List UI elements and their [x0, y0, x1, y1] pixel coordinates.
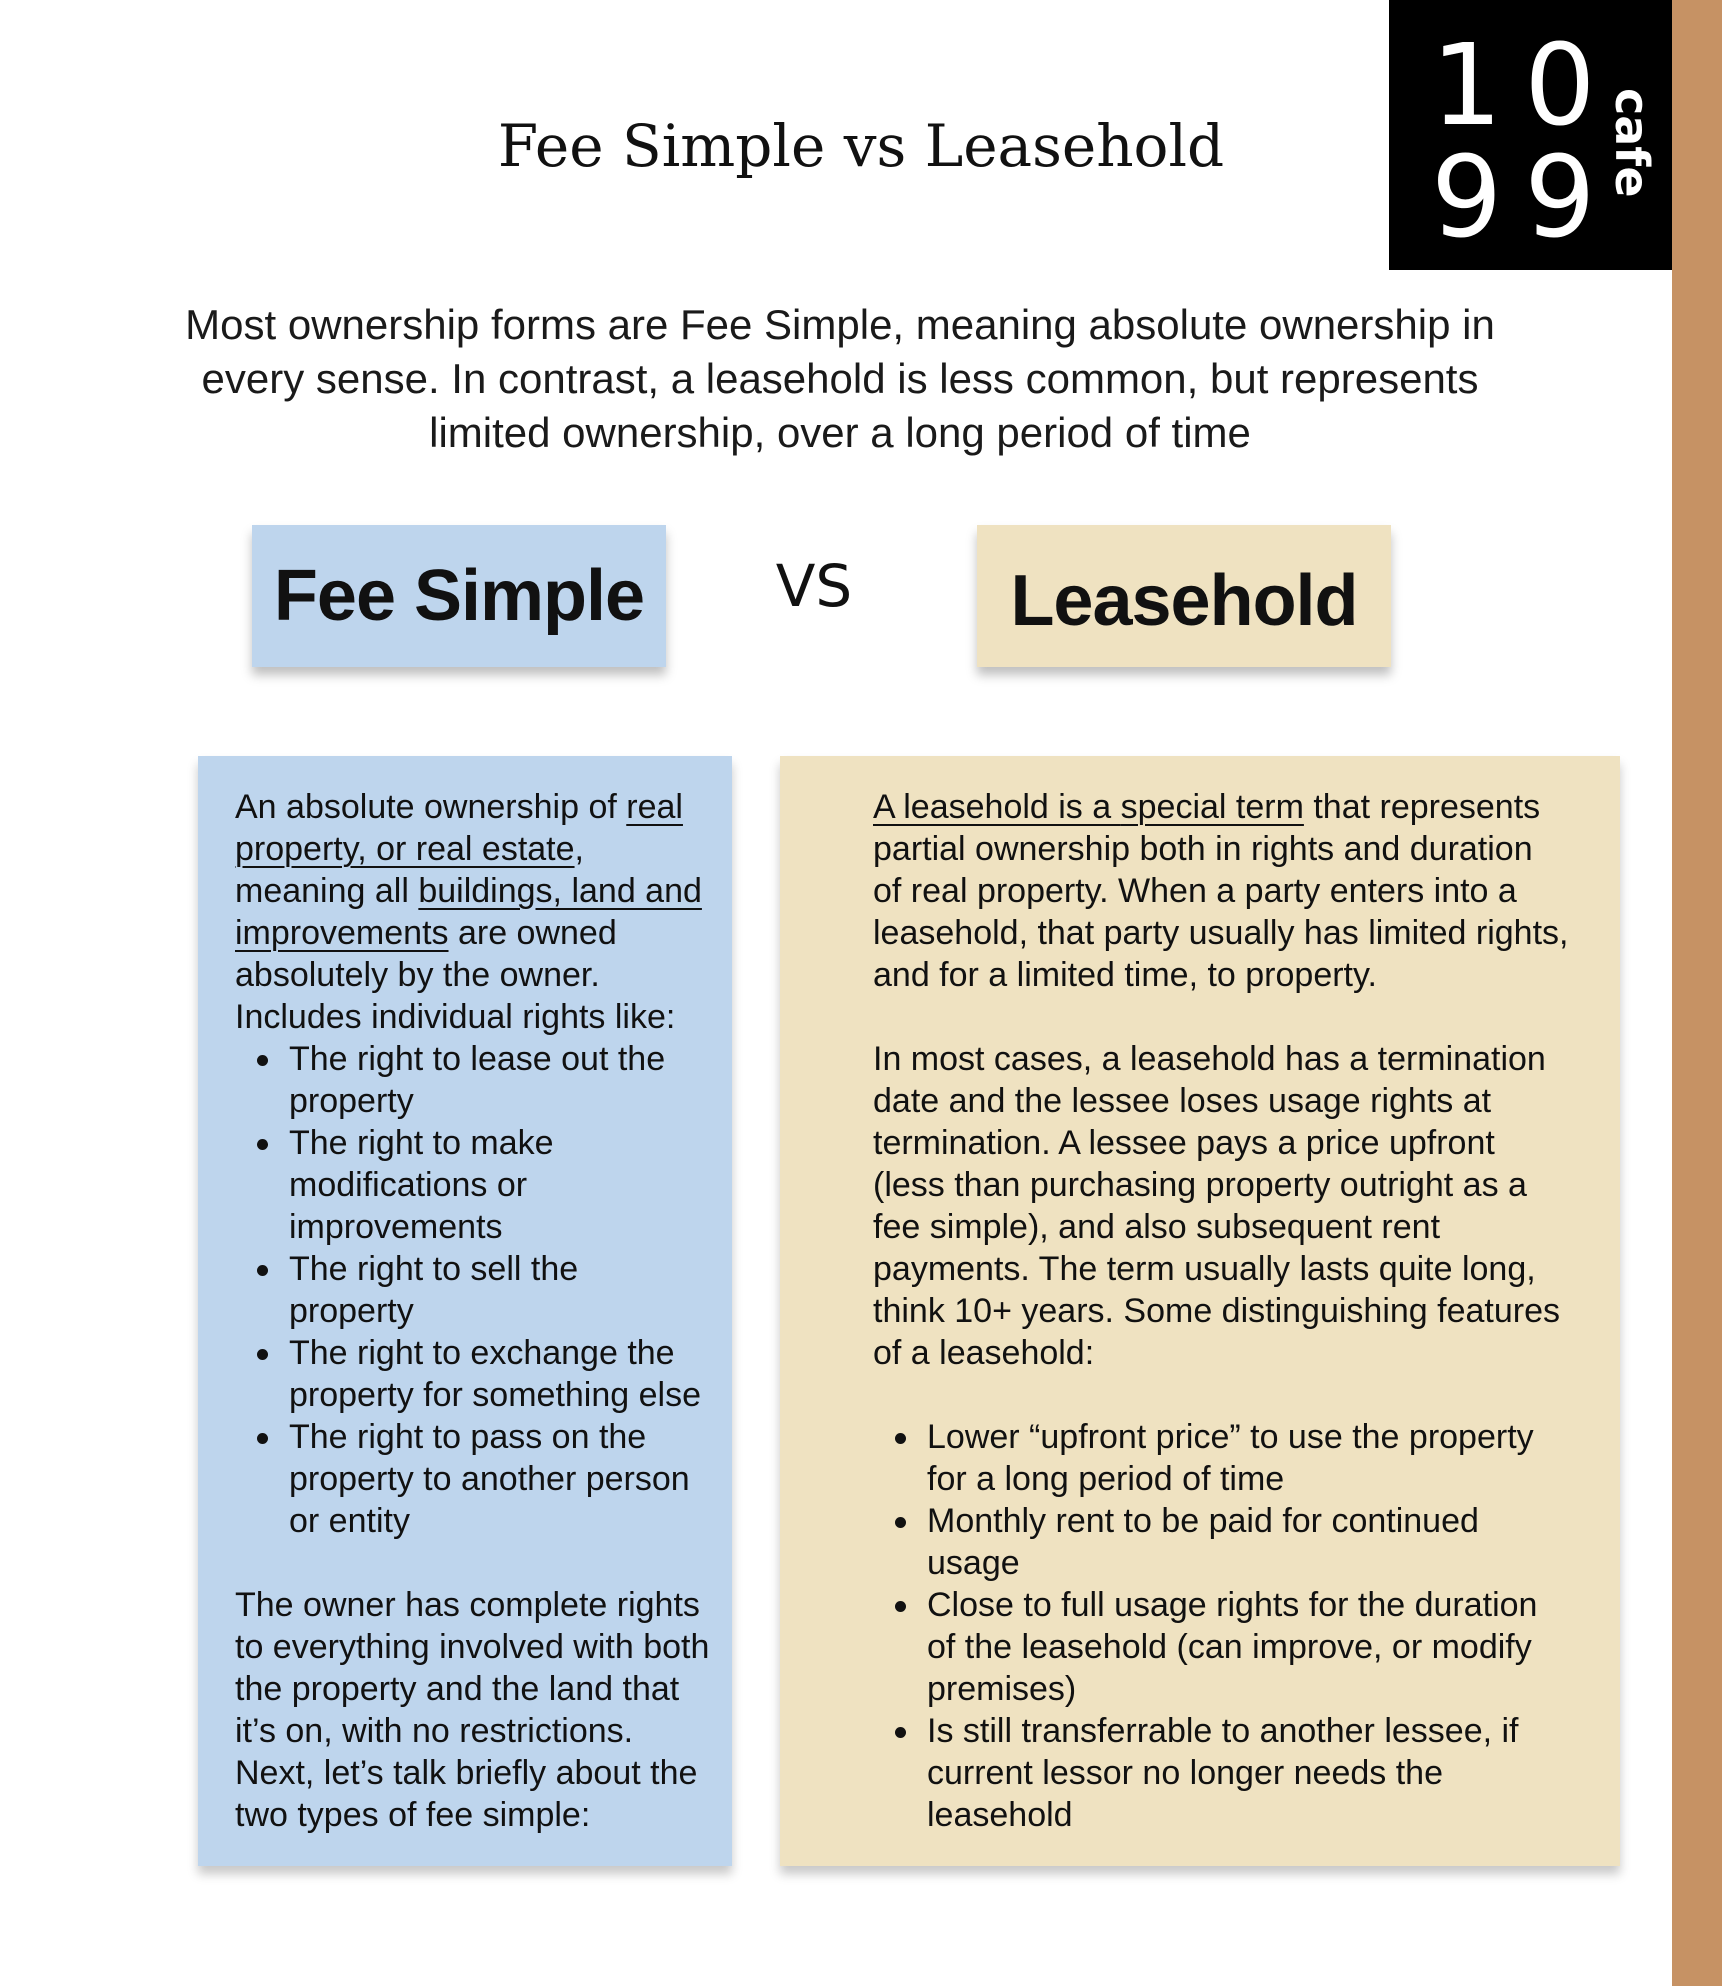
fee-intro-text-3: are owned absolutely by the owner. Includes individual rights like: — [235, 914, 676, 1036]
page-title: Fee Simple vs Leasehold — [497, 112, 1225, 180]
list-item: The right to pass on the property to another person or entity — [289, 1416, 712, 1542]
fee-simple-tag: Fee Simple — [252, 525, 666, 667]
list-item: The right to sell the property — [289, 1248, 712, 1332]
fee-simple-intro — [235, 786, 712, 1038]
leasehold-paragraph-1 — [873, 786, 1570, 996]
logo-word: cafe — [1605, 88, 1659, 198]
spacer — [235, 1542, 712, 1584]
list-item: The right to make modifications or improvements — [289, 1122, 712, 1248]
leasehold-p1-text: that represents partial ownership both in rights and duration of real property. When a party enters into a leasehold, that party usually has limited rights, and for a limited time, to property. — [873, 788, 1569, 994]
leasehold-paragraph-2: In most cases, a leasehold has a termination date and the lessee loses usage rights at termination. A lessee pays a price upfront (less than purchasing property outright as a fee simple), and also subsequent rent payments. The term usually lasts quite long, think 10+ years. Some distinguishing features of a leasehold: — [873, 1040, 1561, 1372]
list-item: The right to exchange the property for something else — [289, 1332, 712, 1416]
list-item: Monthly rent to be paid for continued usage — [927, 1500, 1570, 1584]
spacer — [873, 1374, 1570, 1416]
logo-bottom-digits: 99 — [1431, 133, 1618, 263]
fee-intro-text-2: , meaning all — [235, 830, 584, 910]
fee-simple-card — [198, 756, 732, 1866]
leasehold-tag: Leasehold — [977, 525, 1391, 667]
leasehold-card — [780, 756, 1620, 1866]
spacer — [873, 996, 1570, 1038]
side-accent-strip — [1672, 0, 1722, 1986]
list-item: Is still transferrable to another lessee, if current lessor no longer needs the leasehold — [927, 1710, 1570, 1836]
list-item: Close to full usage rights for the duration of the leasehold (can improve, or modify premises) — [927, 1584, 1570, 1710]
special-term-link[interactable]: special term — [1120, 788, 1304, 826]
list-item: Lower “upfront price” to use the property for a long period of time — [927, 1416, 1570, 1500]
fee-simple-rights-list — [235, 1038, 712, 1542]
buildings-land-link[interactable]: buildings, land and improvements — [235, 872, 702, 952]
logo-top-digits: 10 — [1431, 21, 1618, 151]
vs-label: VS — [775, 552, 853, 620]
fee-intro-text-1: An absolute ownership of — [235, 788, 627, 826]
leasehold-link[interactable]: A leasehold is a — [873, 788, 1121, 826]
real-property-link[interactable]: real property, or real estate — [235, 788, 683, 868]
intro-paragraph: Most ownership forms are Fee Simple, meaning absolute ownership in every sense. In contrast, a leasehold is less common, but represents limited ownership, over a long period of time — [185, 301, 1495, 456]
list-item: The right to lease out the property — [289, 1038, 712, 1122]
fee-simple-closing: The owner has complete rights to everything involved with both the property and the land that it’s on, with no restrictions. Next, let’s talk briefly about the two types of fee simple: — [235, 1586, 710, 1834]
leasehold-features-list — [873, 1416, 1570, 1836]
